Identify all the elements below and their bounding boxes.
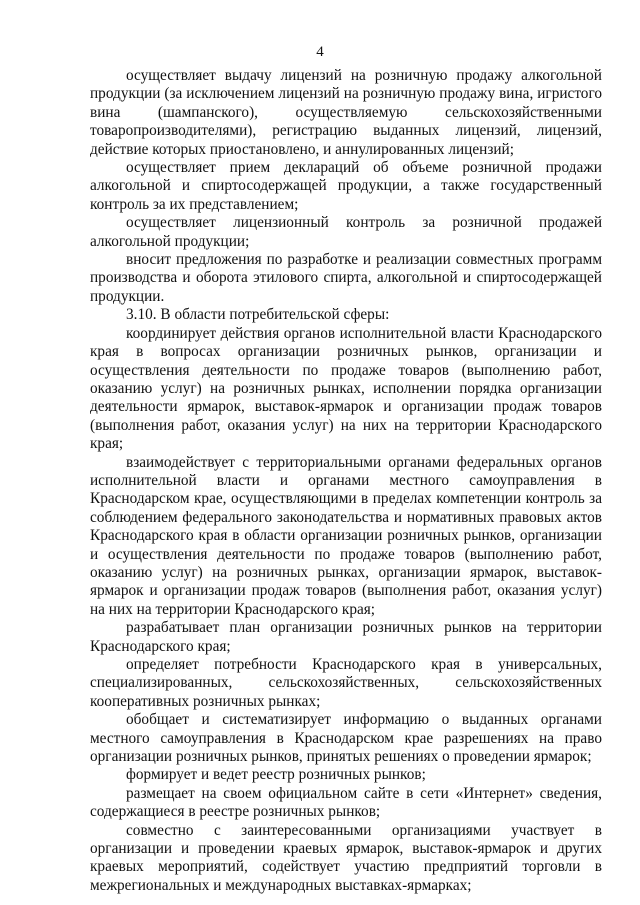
paragraph-fairs: совместно с заинтересованными организациями участвует в организации и проведении краевых ярмарок, выставок-ярмарок и других краевых мероприятий, содействует участию предприятий торговли в межрегиональных и международных выставках-ярмарках; <box>90 821 602 894</box>
paragraph-interacts: взаимодействует с территориальными органами федеральных органов исполнительной власти и органами местного самоуправления в Краснодарском крае, осуществляющими в пределах компетенции контроль за соблюдением федерального законодательства и нормативных правовых актов Краснодарского края в области организации розничных рынков, организации и осуществления деятельности по продаже товаров (выполнению работ, оказанию услуг) на розничных рынках, организации ярмарок, выставок-ярмарок и организации продаж товаров (выполнения работ, оказания услуг) на них на территории Краснодарского края; <box>90 453 602 618</box>
paragraph-declarations: осуществляет прием деклараций об объеме розничной продажи алкогольной и спиртосодержащей продукции, а также государственный контроль за их представлением; <box>90 159 602 213</box>
page-number: 4 <box>316 44 324 60</box>
section-heading-3-10: 3.10. В области потребительской сферы: <box>126 306 390 324</box>
paragraph-summarizes: обобщает и систематизирует информацию о выданных органами местного самоуправления в Краснодарском крае разрешениях на право организации розничных рынков, принятых решениях о проведении ярмарок; <box>90 711 602 766</box>
paragraph-license-control: осуществляет лицензионный контроль за розничной продажей алкогольной продукции; <box>90 214 602 250</box>
paragraph-needs: определяет потребности Краснодарского края в универсальных, специализированных, сельскохозяйственных, сельскохозяйственных кооперативных розничных рынках; <box>90 656 602 710</box>
paragraph-website: размещает на своем официальном сайте в сети «Интернет» сведения, содержащиеся в реестре розничных рынков; <box>90 784 602 821</box>
document-body <box>90 67 602 895</box>
paragraph-registry: формирует и ведет реестр розничных рынков; <box>126 766 426 784</box>
paragraph-market-plan: разрабатывает план организации розничных рынков на территории Краснодарского края; <box>90 619 602 655</box>
paragraph-coordinates: координирует действия органов исполнительной власти Краснодарского края в вопросах организации розничных рынков, организации и осуществления деятельности по продаже товаров (выполнению работ, оказанию услуг) на розничных рынках, исполнении порядка организации деятельности ярмарок, выставок-ярмарок и организации продаж товаров (выполнения работ, оказания услуг) на них на территории Краснодарского края; <box>90 324 602 453</box>
paragraph-joint-programs: вносит предложения по разработке и реализации совместных программ производства и оборота этилового спирта, алкогольной и спиртосодержащей продукции. <box>90 251 602 305</box>
paragraph-license-issuance: осуществляет выдачу лицензий на розничную продажу алкогольной продукции (за исключением лицензий на розничную продажу вина, игристого вина (шампанского), осуществляемую сельскохозяйственными товаропроизводителями), регистрацию выданных лицензий, лицензий, действие которых приостановлено, и аннулированных лицензий; <box>90 67 602 158</box>
